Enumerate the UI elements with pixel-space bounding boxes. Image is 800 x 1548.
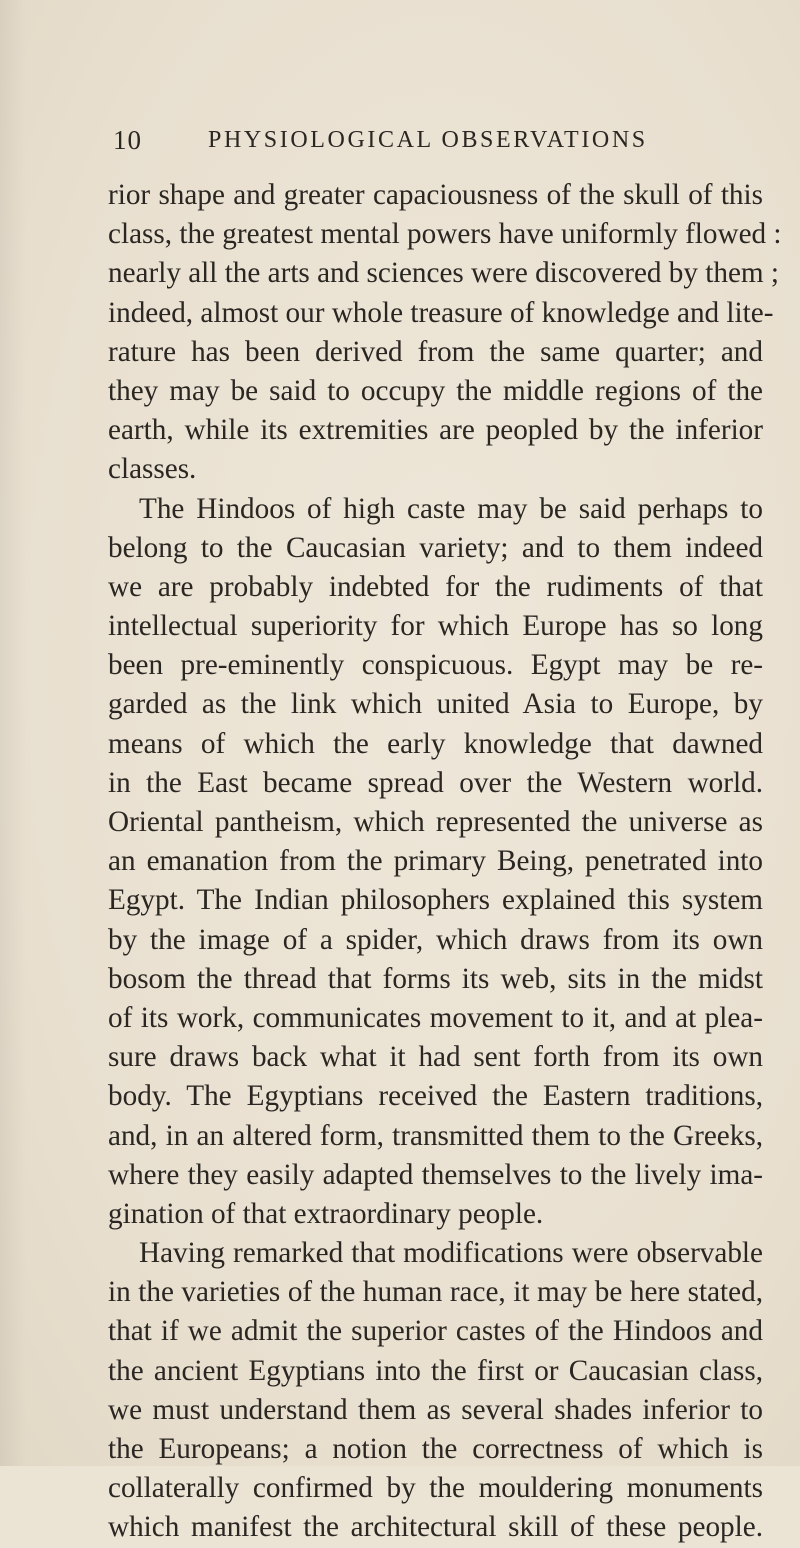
text-line: Oriental pantheism, which represented the universe as bbox=[108, 806, 763, 838]
text-line: which manifest the architectural skill of these people. bbox=[108, 1511, 763, 1544]
paragraph-start-line: Having remarked that modifications were observable bbox=[139, 1237, 763, 1270]
text-line: means of which the early knowledge that dawned bbox=[108, 727, 763, 760]
text-line: we must understand them as several shades inferior to bbox=[108, 1393, 763, 1426]
text-line: collaterally confirmed by the mouldering monuments bbox=[108, 1472, 763, 1505]
text-line: rature has been derived from the same quarter; and bbox=[108, 335, 763, 368]
text-line: an emanation from the primary Being, penetrated into bbox=[108, 845, 763, 878]
paragraph-start-line: The Hindoos of high caste may be said perhaps to bbox=[139, 492, 763, 525]
text-line: garded as the link which united Asia to Europe, by bbox=[108, 688, 763, 721]
text-line: and, in an altered form, transmitted them to the Greeks, bbox=[108, 1119, 763, 1152]
page-number: 10 bbox=[113, 125, 142, 155]
text-line: bosom the thread that forms its web, sits in the midst bbox=[108, 962, 763, 995]
text-line: that if we admit the superior castes of the Hindoos and bbox=[108, 1315, 763, 1348]
text-line: intellectual superiority for which Europe has so long bbox=[108, 610, 763, 643]
text-line: earth, while its extremities are peopled by the inferior bbox=[108, 414, 763, 447]
text-line: of its work, communicates movement to it, and at plea- bbox=[108, 1001, 763, 1034]
text-line: belong to the Caucasian variety; and to them indeed bbox=[108, 531, 763, 564]
text-line: rior shape and greater capaciousness of the skull of this bbox=[108, 179, 763, 211]
text-line: we are probably indebted for the rudiments of that bbox=[108, 570, 763, 603]
text-line: where they easily adapted themselves to the lively ima- bbox=[108, 1158, 763, 1191]
text-line: the ancient Egyptians into the first or Caucasian class, bbox=[108, 1354, 763, 1387]
text-line: body. The Egyptians received the Eastern traditions, bbox=[108, 1080, 763, 1113]
body-text bbox=[108, 176, 782, 1548]
text-line: in the varieties of the human race, it may be here stated, bbox=[108, 1276, 763, 1309]
text-line: they may be said to occupy the middle regions of the bbox=[108, 374, 763, 407]
text-line: been pre-eminently conspicuous. Egypt may be re- bbox=[108, 649, 763, 682]
text-line: class, the greatest mental powers have uniformly flowed : bbox=[108, 218, 782, 251]
text-line: the Europeans; a notion the correctness of which is bbox=[108, 1433, 763, 1465]
paragraph-end-line: gination of that extraordinary people. bbox=[108, 1197, 544, 1230]
text-line: in the East became spread over the Western world. bbox=[108, 766, 763, 799]
text-line: Egypt. The Indian philosophers explained this system bbox=[108, 884, 763, 917]
text-line: sure draws back what it had sent forth from its own bbox=[108, 1041, 763, 1074]
text-line: by the image of a spider, which draws from its own bbox=[108, 923, 763, 956]
running-head bbox=[105, 122, 764, 158]
text-line: nearly all the arts and sciences were discovered by them ; bbox=[108, 257, 780, 290]
text-line: indeed, almost our whole treasure of knowledge and lite- bbox=[108, 296, 774, 329]
paragraph-end-line: classes. bbox=[108, 453, 197, 486]
running-title: PHYSIOLOGICAL OBSERVATIONS bbox=[208, 127, 648, 153]
